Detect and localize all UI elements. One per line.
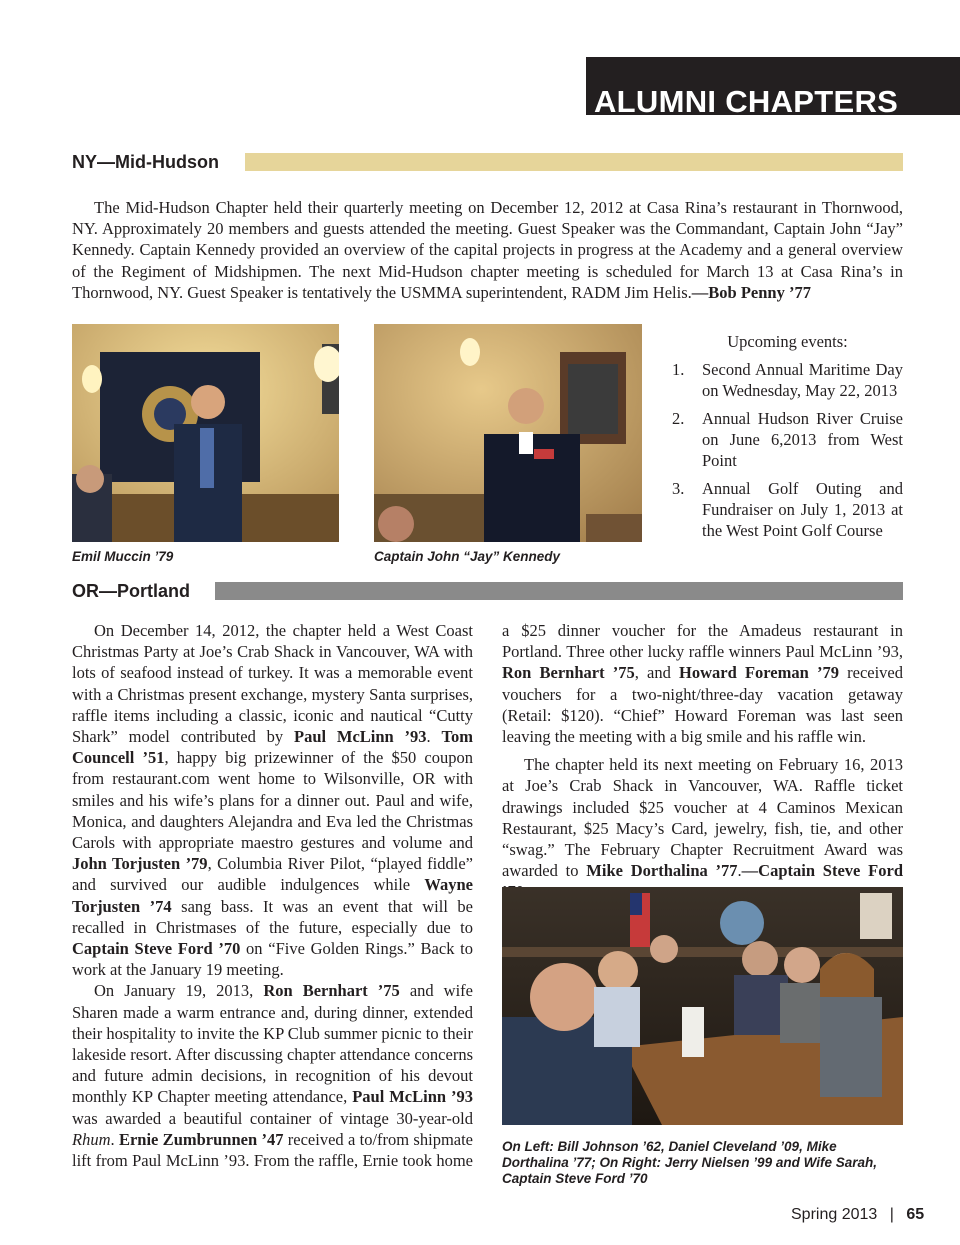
member-name: Ernie Zumbrunnen ’47 — [118, 1129, 284, 1149]
italic-term: Rhum — [72, 1129, 111, 1149]
or-author: —Captain Steve Ford — [741, 861, 903, 881]
text-run: received vouchers for a two-night/three-day vacation getaway (Retail: $120). “Chief” Howard Foreman was last seen leaving the meeting with a big smile and his raffle win. — [502, 663, 904, 747]
photo1-caption: Emil Muccin ’79 — [72, 549, 174, 564]
text-run: was awarded a beautiful container of vintage 30-year-old — [72, 1108, 473, 1128]
event-text: Second Annual Maritime Day on Wednesday, May 22, 2013 — [702, 360, 903, 400]
text-run: . — [110, 1129, 119, 1149]
text-run: sang bass. It was an event that will be recalled in Christmases of the future, especially due to — [72, 896, 473, 937]
ny-paragraph: The Mid-Hudson Chapter held their quarterly meeting on December 12, 2012 at Casa Rina’s restaurant in Thornwood, NY. Approximately 20 members and guests attended the meeting. Guest Speaker was the Commandant, Captain John “Jay” Kennedy. Captain Kennedy provided an overview of the capital projects in progress at the Academy and a general overview of the Regiment of Midshipmen. The next Mid-Hudson chapter meeting is scheduled for March 13 at Casa Rina’s in Thornwood, NY. Guest Speaker is tentatively the USMMA superintendent, RADM Jim Helis. — [72, 198, 903, 302]
photo-portland-group — [502, 887, 903, 1125]
text-run: , Columbia River Pilot, “played fiddle” and survived our audible indulgences while — [72, 854, 473, 895]
photo-captain-kennedy — [374, 324, 642, 542]
text-run: On January 19, 2013, — [94, 981, 264, 1001]
ny-heading-rule — [245, 153, 903, 171]
photo2-caption: Captain John “Jay” Kennedy — [374, 549, 561, 564]
page-footer — [791, 1206, 924, 1224]
ny-heading: NY—Mid-Hudson — [72, 152, 219, 172]
member-name: Paul McLinn ’93 — [293, 727, 427, 747]
member-name: Tom Councell ’51 — [72, 727, 473, 768]
photo3-caption: On Left: Bill Johnson ’62, Daniel Cleveland ’09, Mike Dorthalina ’77; On Right: Jerry Nielsen ’99 and Wife Sarah, Captain Steve Ford ’70 — [502, 1139, 877, 1186]
event-item — [672, 478, 903, 541]
section-banner — [586, 57, 960, 119]
photo-emil-muccin — [72, 324, 339, 542]
member-name: Wayne Torjusten ’74 — [72, 875, 473, 916]
event-number: 2. — [672, 409, 685, 428]
event-text: Annual Hudson River Cruise on June 6,2013 from West Point — [702, 409, 903, 470]
or-heading-rule — [215, 582, 903, 600]
event-item — [672, 359, 903, 401]
text-run: , happy big prizewinner of the $50 coupon from restaurant.com went home to Wilsonville, OR with smiles and his wife’s plans for a dinner out. Paul and wife, Monica, and daughters Alejandra and Eva led the Christmas Carols with appropriate maestro gestures and volume and — [72, 748, 473, 853]
member-name: Ron Bernhart ’75 — [502, 663, 635, 683]
event-item — [672, 408, 903, 471]
event-number: 1. — [672, 360, 685, 379]
text-run: and wife Sharen made a warm entrance and, during dinner, extended their hospitality to invite the KP Club summer picnic to their lakeside resort. After discussing chapter attendance concerns and future admin decisions, in recognition of his devout monthly KP Chapter meeting attendance, — [72, 981, 473, 1107]
member-name: Paul McLinn ’93 — [352, 1087, 473, 1107]
footer-separator: | — [889, 1206, 894, 1223]
upcoming-events — [672, 331, 903, 548]
member-name: Captain Steve Ford ’70 — [72, 939, 241, 959]
text-run: . — [426, 727, 442, 747]
events-title: Upcoming events: — [727, 332, 848, 351]
photo-emil-muccin-image — [72, 324, 339, 542]
text-run: . — [737, 861, 742, 881]
member-name: Ron Bernhart ’75 — [263, 981, 400, 1001]
event-text: Annual Golf Outing and Fundraiser on July 1, 2013 at the West Point Golf Course — [702, 479, 903, 540]
text-run: on “Five Golden Rings.” Back to work at the January 19 meeting. — [72, 939, 473, 980]
text-run: , and — [634, 663, 680, 683]
photo-portland-group-image — [502, 887, 903, 1125]
page-number: 65 — [906, 1206, 925, 1223]
ny-author: —Bob Penny ’77 — [691, 282, 811, 302]
section-title: ALUMNI CHAPTERS — [594, 84, 899, 119]
event-number: 3. — [672, 479, 685, 498]
member-name: Howard Foreman ’79 — [679, 663, 839, 683]
member-name: John Torjusten ’79 — [72, 854, 208, 874]
or-heading: OR—Portland — [72, 581, 191, 601]
text-run: received a to/from shipmate lift from Paul McLinn ’93. From the raffle, Ernie took home a $25 dinner voucher for the Amadeus restaurant in Portland. Three other lucky raffle winners Paul McLinn ’93, — [72, 621, 903, 1171]
or-paragraph-1 — [72, 620, 473, 980]
issue-label: Spring 2013 — [791, 1206, 878, 1223]
text-run: The chapter held its next meeting on February 16, 2013 at Joe’s Crab Shack in Vancouver, WA. Raffle ticket drawings included $25 voucher at 4 Caminos Mexican Restaurant, $25 Macy’s Card, jewelry, fish, tie, and other “swag.” The February Chapter Recruitment Award was awarded to — [502, 755, 903, 881]
events-list — [672, 359, 903, 541]
or-paragraph-3 — [502, 754, 903, 902]
photo-captain-kennedy-image — [374, 324, 642, 542]
text-run: On December 14, 2012, the chapter held a West Coast Christmas Party at Joe’s Crab Shack in Vancouver, WA with lots of seafood instead of turkey. It was a memorable event with a Christmas present exchange, mystery Santa surprises, raffle items including a classic, iconic and nautical “Cutty Shark” model contributed by — [72, 621, 473, 747]
member-name: Mike Dorthalina ’77 — [586, 861, 738, 881]
ny-article — [72, 197, 903, 303]
